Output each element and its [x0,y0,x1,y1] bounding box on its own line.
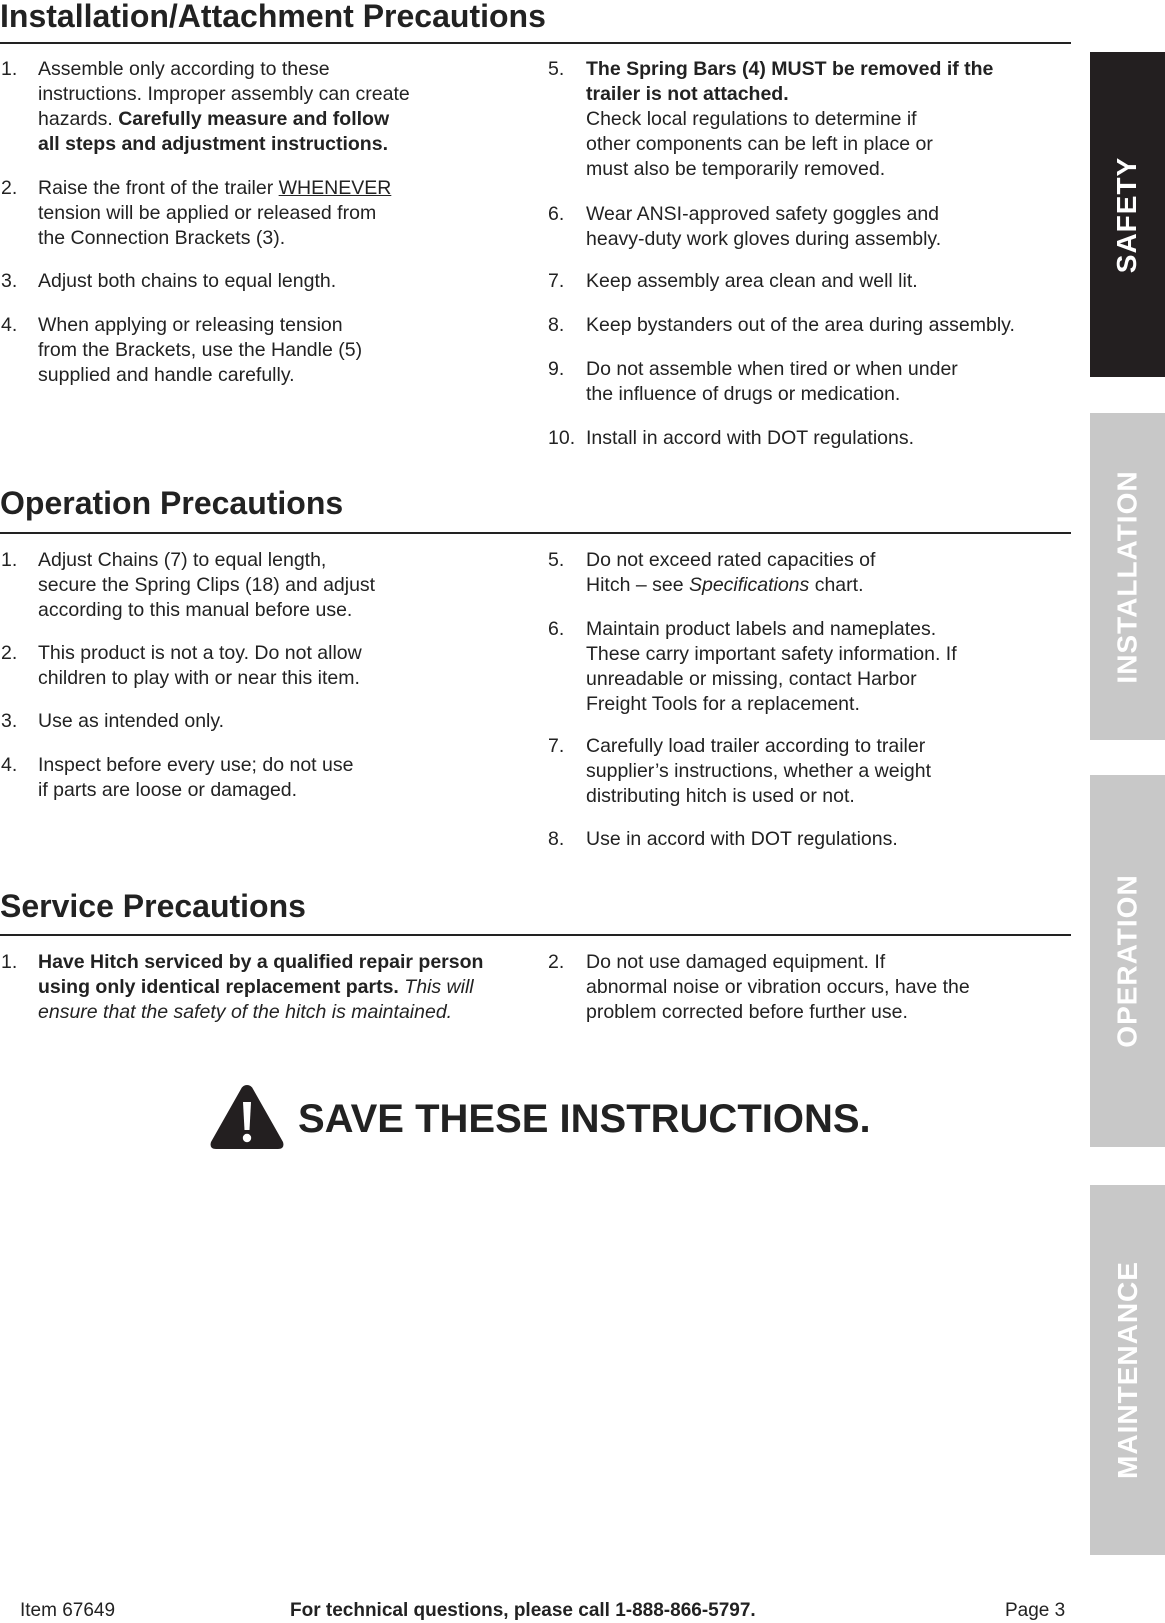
footer-page-number: Page 3 [1005,1600,1066,1621]
item-text: Raise the front of the trailer WHENEVER tension will be applied or released from the Connection Brackets (3). [38,177,392,249]
item-text: Adjust both chains to equal length. [38,270,337,292]
item-number: 7. [548,270,565,292]
item-number: 6. [548,618,565,640]
item-text: Inspect before every use; do not use if parts are loose or damaged. [38,754,354,801]
tab-safety[interactable] [1090,52,1165,377]
item-number: 2. [548,951,565,973]
item-number: 8. [548,828,565,850]
tab-label: INSTALLATION [1111,469,1143,684]
item-text: When applying or releasing tension from the Brackets, use the Handle (5) supplied and handle carefully. [38,314,363,386]
tab-installation[interactable] [1090,413,1165,740]
save-instructions-banner [208,1083,871,1156]
item-number: 8. [548,314,565,336]
item-number: 5. [548,58,565,80]
section-divider [0,934,1071,936]
item-text: Use in accord with DOT regulations. [586,828,898,850]
item-number: 1. [1,58,18,80]
item-number: 5. [548,549,565,571]
tab-maintenance[interactable] [1090,1185,1165,1555]
save-instructions-text: SAVE THESE INSTRUCTIONS. [298,1097,871,1141]
item-text: Assemble only according to these instructions. Improper assembly can create hazards. Carefully measure and follow all steps and adjustment instructions. [38,58,410,155]
item-number: 3. [1,270,18,292]
item-number: 10. [548,427,576,449]
section-divider [0,42,1071,44]
item-text: Adjust Chains (7) to equal length, secure the Spring Clips (18) and adjust according to this manual before use. [38,549,376,621]
item-number: 4. [1,754,18,776]
footer-item-number: Item 67649 [20,1600,116,1621]
item-number: 7. [548,735,565,757]
item-number: 3. [1,710,18,732]
item-text: This product is not a toy. Do not allow children to play with or near this item. [38,642,362,689]
item-text: Maintain product labels and nameplates. These carry important safety information. If unreadable or missing, contact Harbor Freight Tools for a replacement. [586,618,957,715]
item-text: Do not exceed rated capacities of Hitch – see Specifications chart. [586,549,876,596]
item-number: 2. [1,177,18,199]
item-number: 6. [548,203,565,225]
item-text: Use as intended only. [38,710,225,732]
item-text: Have Hitch serviced by a qualified repair person using only identical replacement parts. This will ensure that the safety of the hitch is maintained. [38,951,484,1023]
item-text: Wear ANSI-approved safety goggles and heavy-duty work gloves during assembly. [586,203,942,250]
footer-tech-support: For technical questions, please call 1-888-866-5797. [290,1600,756,1621]
item-number: 2. [1,642,18,664]
item-text: Keep bystanders out of the area during assembly. [586,314,1015,336]
item-text: The Spring Bars (4) MUST be removed if the trailer is not attached. Check local regulations to determine if other components can be left in place or must also be temporarily removed. [586,58,994,180]
item-number: 1. [1,549,18,571]
item-text: Carefully load trailer according to trailer supplier’s instructions, whether a weight distributing hitch is used or not. [586,735,932,807]
exclamation-triangle-icon [208,1083,286,1156]
item-text: Do not use damaged equipment. If abnormal noise or vibration occurs, have the problem corrected before further use. [586,951,970,1023]
tab-label: OPERATION [1111,874,1143,1048]
item-text: Keep assembly area clean and well lit. [586,270,918,292]
item-text: Install in accord with DOT regulations. [586,427,915,449]
item-number: 9. [548,358,565,380]
section-title-service: Service Precautions [0,888,306,924]
section-title-operation: Operation Precautions [0,485,344,521]
section-divider [0,532,1071,534]
tab-label: MAINTENANCE [1111,1261,1143,1479]
tab-operation[interactable] [1090,775,1165,1147]
item-number: 4. [1,314,18,336]
item-text: Do not assemble when tired or when under the influence of drugs or medication. [586,358,958,405]
item-number: 1. [1,951,18,973]
tab-label: SAFETY [1111,156,1143,273]
section-title-installation: Installation/Attachment Precautions [0,0,546,34]
